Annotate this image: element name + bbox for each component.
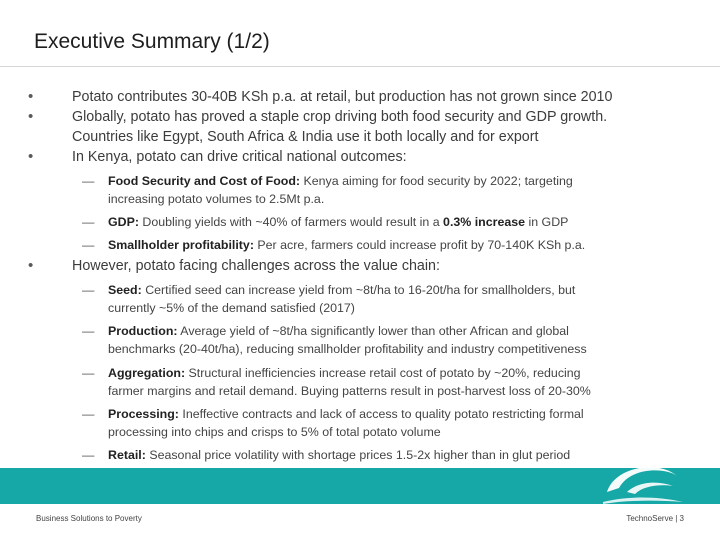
sub-bullet-text: Smallholder profitability: Per acre, farmers could increase profit by 70-140K KSh p.a. — [108, 238, 586, 252]
sub-bullet-text: GDP: Doubling yields with ~40% of farmers would result in a 0.3% increase in GDP — [108, 215, 569, 229]
sub-bullet-text: Production: Average yield of ~8t/ha significantly lower than other African and global benchmarks (20-40t/ha), reducing smallholder profitability and industry competitiveness — [108, 324, 587, 356]
slide-title: Executive Summary (1/2) — [34, 30, 270, 53]
sub-bullet-text: Aggregation: Structural inefficiencies increase retail cost of potato by ~20%, reducing farmer margins and retail demand. Buying patterns result in post-harvest loss of 20-30% — [108, 366, 591, 398]
sub-bullet-label: Food Security and Cost of Food: — [108, 174, 301, 188]
sub-bullet-label: Aggregation: — [108, 366, 186, 380]
sub-bullet-text: Retail: Seasonal price volatility with shortage prices 1.5-2x higher than in glut period — [108, 448, 571, 462]
dash-marker: — — [82, 283, 95, 297]
dash-marker: — — [82, 238, 95, 252]
dash-marker: — — [82, 174, 95, 188]
dash-marker: — — [82, 448, 95, 462]
bullet-dot: • — [28, 108, 34, 125]
sub-bullet-text: Processing: Ineffective contracts and lack of access to quality potato restricting formal processing into chips and crisps to 5% of total potato volume — [108, 407, 584, 439]
dash-marker: — — [82, 407, 95, 421]
bullet-text: Potato contributes 30-40B KSh p.a. at retail, but production has not grown since 2010 — [72, 89, 613, 105]
sub-bullet-label: Processing: — [108, 407, 179, 421]
bullet-text: In Kenya, potato can drive critical national outcomes: — [72, 149, 407, 165]
bullet-dot: • — [28, 148, 34, 165]
footer-tagline: Business Solutions to Poverty — [36, 514, 142, 523]
bullet-text: Globally, potato has proved a staple crop driving both food security and GDP growth. — [72, 109, 608, 125]
bullet-dot: • — [28, 88, 34, 105]
bullet-dot: • — [28, 257, 34, 274]
sub-bullet-label: Retail: — [108, 448, 146, 462]
sub-bullet-label: Seed: — [108, 283, 142, 297]
bullet-text: Countries like Egypt, South Africa & India use it both locally and for export — [72, 129, 539, 145]
sub-bullet-label: Smallholder profitability: — [108, 238, 254, 252]
sub-bullet-label: GDP: — [108, 215, 139, 229]
dash-marker: — — [82, 324, 95, 338]
highlight-value: 0.3% increase — [443, 215, 526, 229]
bullet-text: However, potato facing challenges across the value chain: — [72, 258, 440, 274]
sub-bullet-text: Food Security and Cost of Food: Kenya aiming for food security by 2022; targeting increasing potato volumes to 2.5Mt p.a. — [108, 174, 573, 206]
sub-bullet-label: Production: — [108, 324, 178, 338]
dash-marker: — — [82, 366, 95, 380]
title-divider — [0, 66, 720, 67]
technoserve-logo-icon — [597, 458, 689, 508]
dash-marker: — — [82, 215, 95, 229]
sub-bullet-text: Seed: Certified seed can increase yield from ~8t/ha to 16-20t/ha for smallholders, but currently ~5% of the demand satisfied (2017) — [108, 283, 576, 315]
page-number: TechnoServe | 3 — [626, 514, 684, 523]
